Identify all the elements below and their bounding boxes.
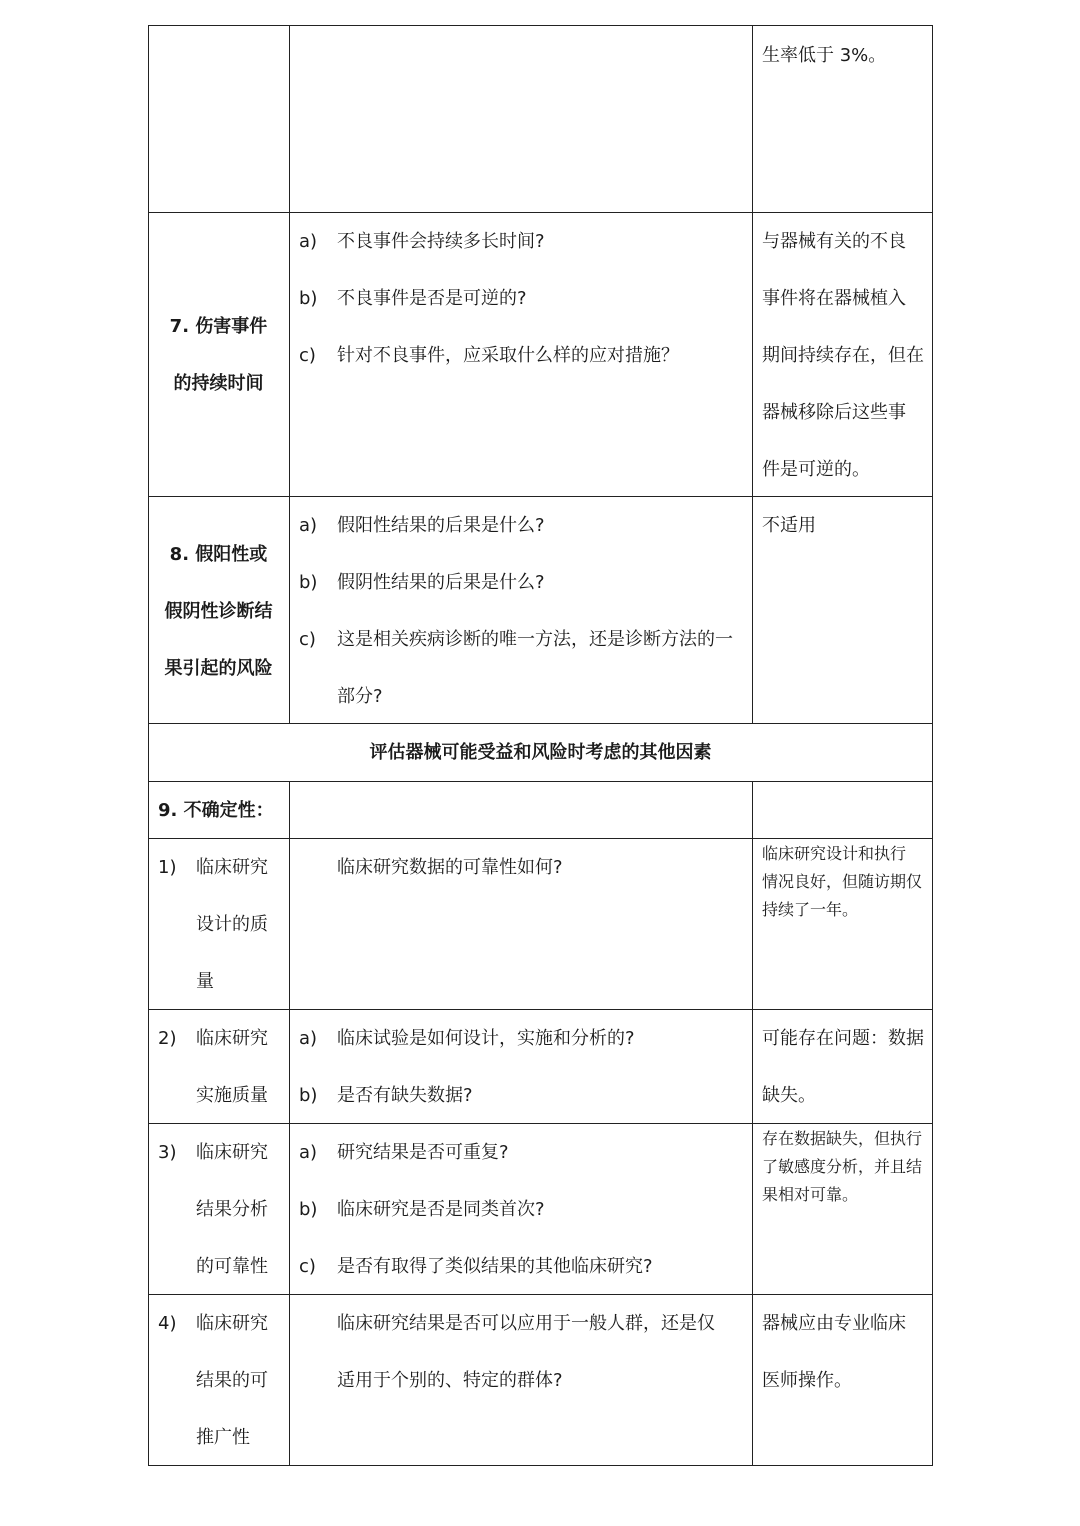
sub2-marker: b) bbox=[299, 1085, 318, 1106]
sub1-answer-line: 临床研究设计和执行 bbox=[762, 844, 907, 863]
sub2-marker: a) bbox=[299, 1028, 318, 1049]
sub1-title-line: 临床研究 bbox=[196, 857, 268, 878]
row9-title: 9. 不确定性： bbox=[158, 800, 274, 821]
row8-question: 假阴性结果的后果是什么? bbox=[337, 572, 545, 593]
row8-answer: 不适用 bbox=[762, 515, 816, 536]
sub3-question: 临床研究是否是同类首次? bbox=[337, 1199, 545, 1220]
sub2-title-line: 临床研究 bbox=[196, 1028, 268, 1049]
sub3-marker: b) bbox=[299, 1199, 318, 1220]
sub3-answer-line: 果相对可靠。 bbox=[762, 1185, 859, 1204]
row8-marker: a) bbox=[299, 515, 318, 536]
sub4-question-line: 临床研究结果是否可以应用于一般人群，还是仅 bbox=[337, 1313, 715, 1334]
sub4-title-line: 结果的可 bbox=[196, 1370, 268, 1391]
sub4-title bbox=[196, 1295, 268, 1466]
row7-question: 不良事件是否是可逆的? bbox=[337, 288, 527, 309]
sub3-title-line: 的可靠性 bbox=[196, 1256, 268, 1277]
sub1-title-line: 量 bbox=[196, 971, 214, 992]
sub2-question: 是否有缺失数据? bbox=[337, 1085, 473, 1106]
sub3-title-line: 结果分析 bbox=[196, 1199, 268, 1220]
row8-marker: c) bbox=[299, 629, 316, 650]
row7-answer bbox=[762, 213, 924, 498]
row8-title-line: 果引起的风险 bbox=[164, 658, 273, 679]
sub3-title-line: 临床研究 bbox=[196, 1142, 268, 1163]
sub1-question: 临床研究数据的可靠性如何? bbox=[337, 857, 563, 878]
sub1-title-line: 设计的质 bbox=[196, 914, 268, 935]
row7-answer-line: 件是可逆的。 bbox=[762, 459, 870, 480]
row8-title bbox=[148, 526, 289, 697]
row7-answer-line: 期间持续存在，但在 bbox=[762, 345, 924, 366]
sub1-answer-line: 情况良好，但随访期仅 bbox=[762, 872, 923, 891]
sub4-title-line: 临床研究 bbox=[196, 1313, 268, 1334]
row8-marker: b) bbox=[299, 572, 318, 593]
sub4-question-line: 适用于个别的、特定的群体? bbox=[337, 1370, 563, 1391]
row7-answer-line: 器械移除后这些事 bbox=[762, 402, 906, 423]
row8-title-line: 8. 假阳性或 bbox=[169, 544, 268, 565]
table-rule bbox=[148, 25, 933, 26]
row7-question: 针对不良事件，应采取什么样的应对措施？ bbox=[337, 345, 679, 366]
sub1-number: 1) bbox=[158, 857, 177, 878]
sub2-answer-line: 缺失。 bbox=[762, 1085, 816, 1106]
table-rule bbox=[752, 781, 753, 1466]
row8-question: 假阳性结果的后果是什么? bbox=[337, 515, 545, 536]
sub3-answer bbox=[762, 1125, 922, 1209]
sub4-answer-line: 器械应由专业临床 bbox=[762, 1313, 906, 1334]
sub3-answer-line: 存在数据缺失，但执行 bbox=[762, 1129, 923, 1148]
sub4-title-line: 推广性 bbox=[196, 1427, 250, 1448]
sub2-number: 2) bbox=[158, 1028, 177, 1049]
row7-title-line: 的持续时间 bbox=[173, 373, 264, 394]
row8-question bbox=[337, 611, 733, 725]
row7-question: 不良事件会持续多长时间? bbox=[337, 231, 545, 252]
sub4-number: 4) bbox=[158, 1313, 177, 1334]
row7-title bbox=[148, 298, 289, 412]
sub1-title bbox=[196, 839, 268, 1010]
row7-marker: a) bbox=[299, 231, 318, 252]
sub1-answer-line: 持续了一年。 bbox=[762, 900, 859, 919]
sub3-question: 研究结果是否可重复? bbox=[337, 1142, 509, 1163]
table-rule bbox=[289, 25, 290, 723]
row8-question-line: 部分? bbox=[337, 686, 383, 707]
sub2-question: 临床试验是如何设计，实施和分析的? bbox=[337, 1028, 635, 1049]
sub3-number: 3) bbox=[158, 1142, 177, 1163]
row8-question-line: 这是相关疾病诊断的唯一方法，还是诊断方法的一 bbox=[337, 629, 733, 650]
sub2-answer bbox=[762, 1010, 924, 1124]
table-rule bbox=[752, 25, 753, 723]
sub4-answer-line: 医师操作。 bbox=[762, 1370, 852, 1391]
row8-title-line: 假阴性诊断结 bbox=[164, 601, 273, 622]
sub3-marker: a) bbox=[299, 1142, 318, 1163]
row7-title-line: 7. 伤害事件 bbox=[169, 316, 268, 337]
row7-marker: b) bbox=[299, 288, 318, 309]
table-rule bbox=[289, 781, 290, 1466]
sub3-answer-line: 了敏感度分析，并且结 bbox=[762, 1157, 923, 1176]
sub3-marker: c) bbox=[299, 1256, 316, 1277]
risk-assessment-table bbox=[148, 25, 933, 1466]
row7-answer-line: 与器械有关的不良 bbox=[762, 231, 906, 252]
sub3-title bbox=[196, 1124, 268, 1295]
row7-marker: c) bbox=[299, 345, 316, 366]
sub2-title bbox=[196, 1010, 268, 1124]
row1-answer: 生率低于 3%。 bbox=[762, 45, 887, 66]
row7-answer-line: 事件将在器械植入 bbox=[762, 288, 906, 309]
sub3-question: 是否有取得了类似结果的其他临床研究? bbox=[337, 1256, 653, 1277]
sub4-question bbox=[337, 1295, 715, 1409]
section-header: 评估器械可能受益和风险时考虑的其他因素 bbox=[369, 742, 712, 763]
sub4-answer bbox=[762, 1295, 906, 1409]
sub1-answer bbox=[762, 840, 922, 924]
sub2-title-line: 实施质量 bbox=[196, 1085, 268, 1106]
sub2-answer-line: 可能存在问题：数据 bbox=[762, 1028, 924, 1049]
